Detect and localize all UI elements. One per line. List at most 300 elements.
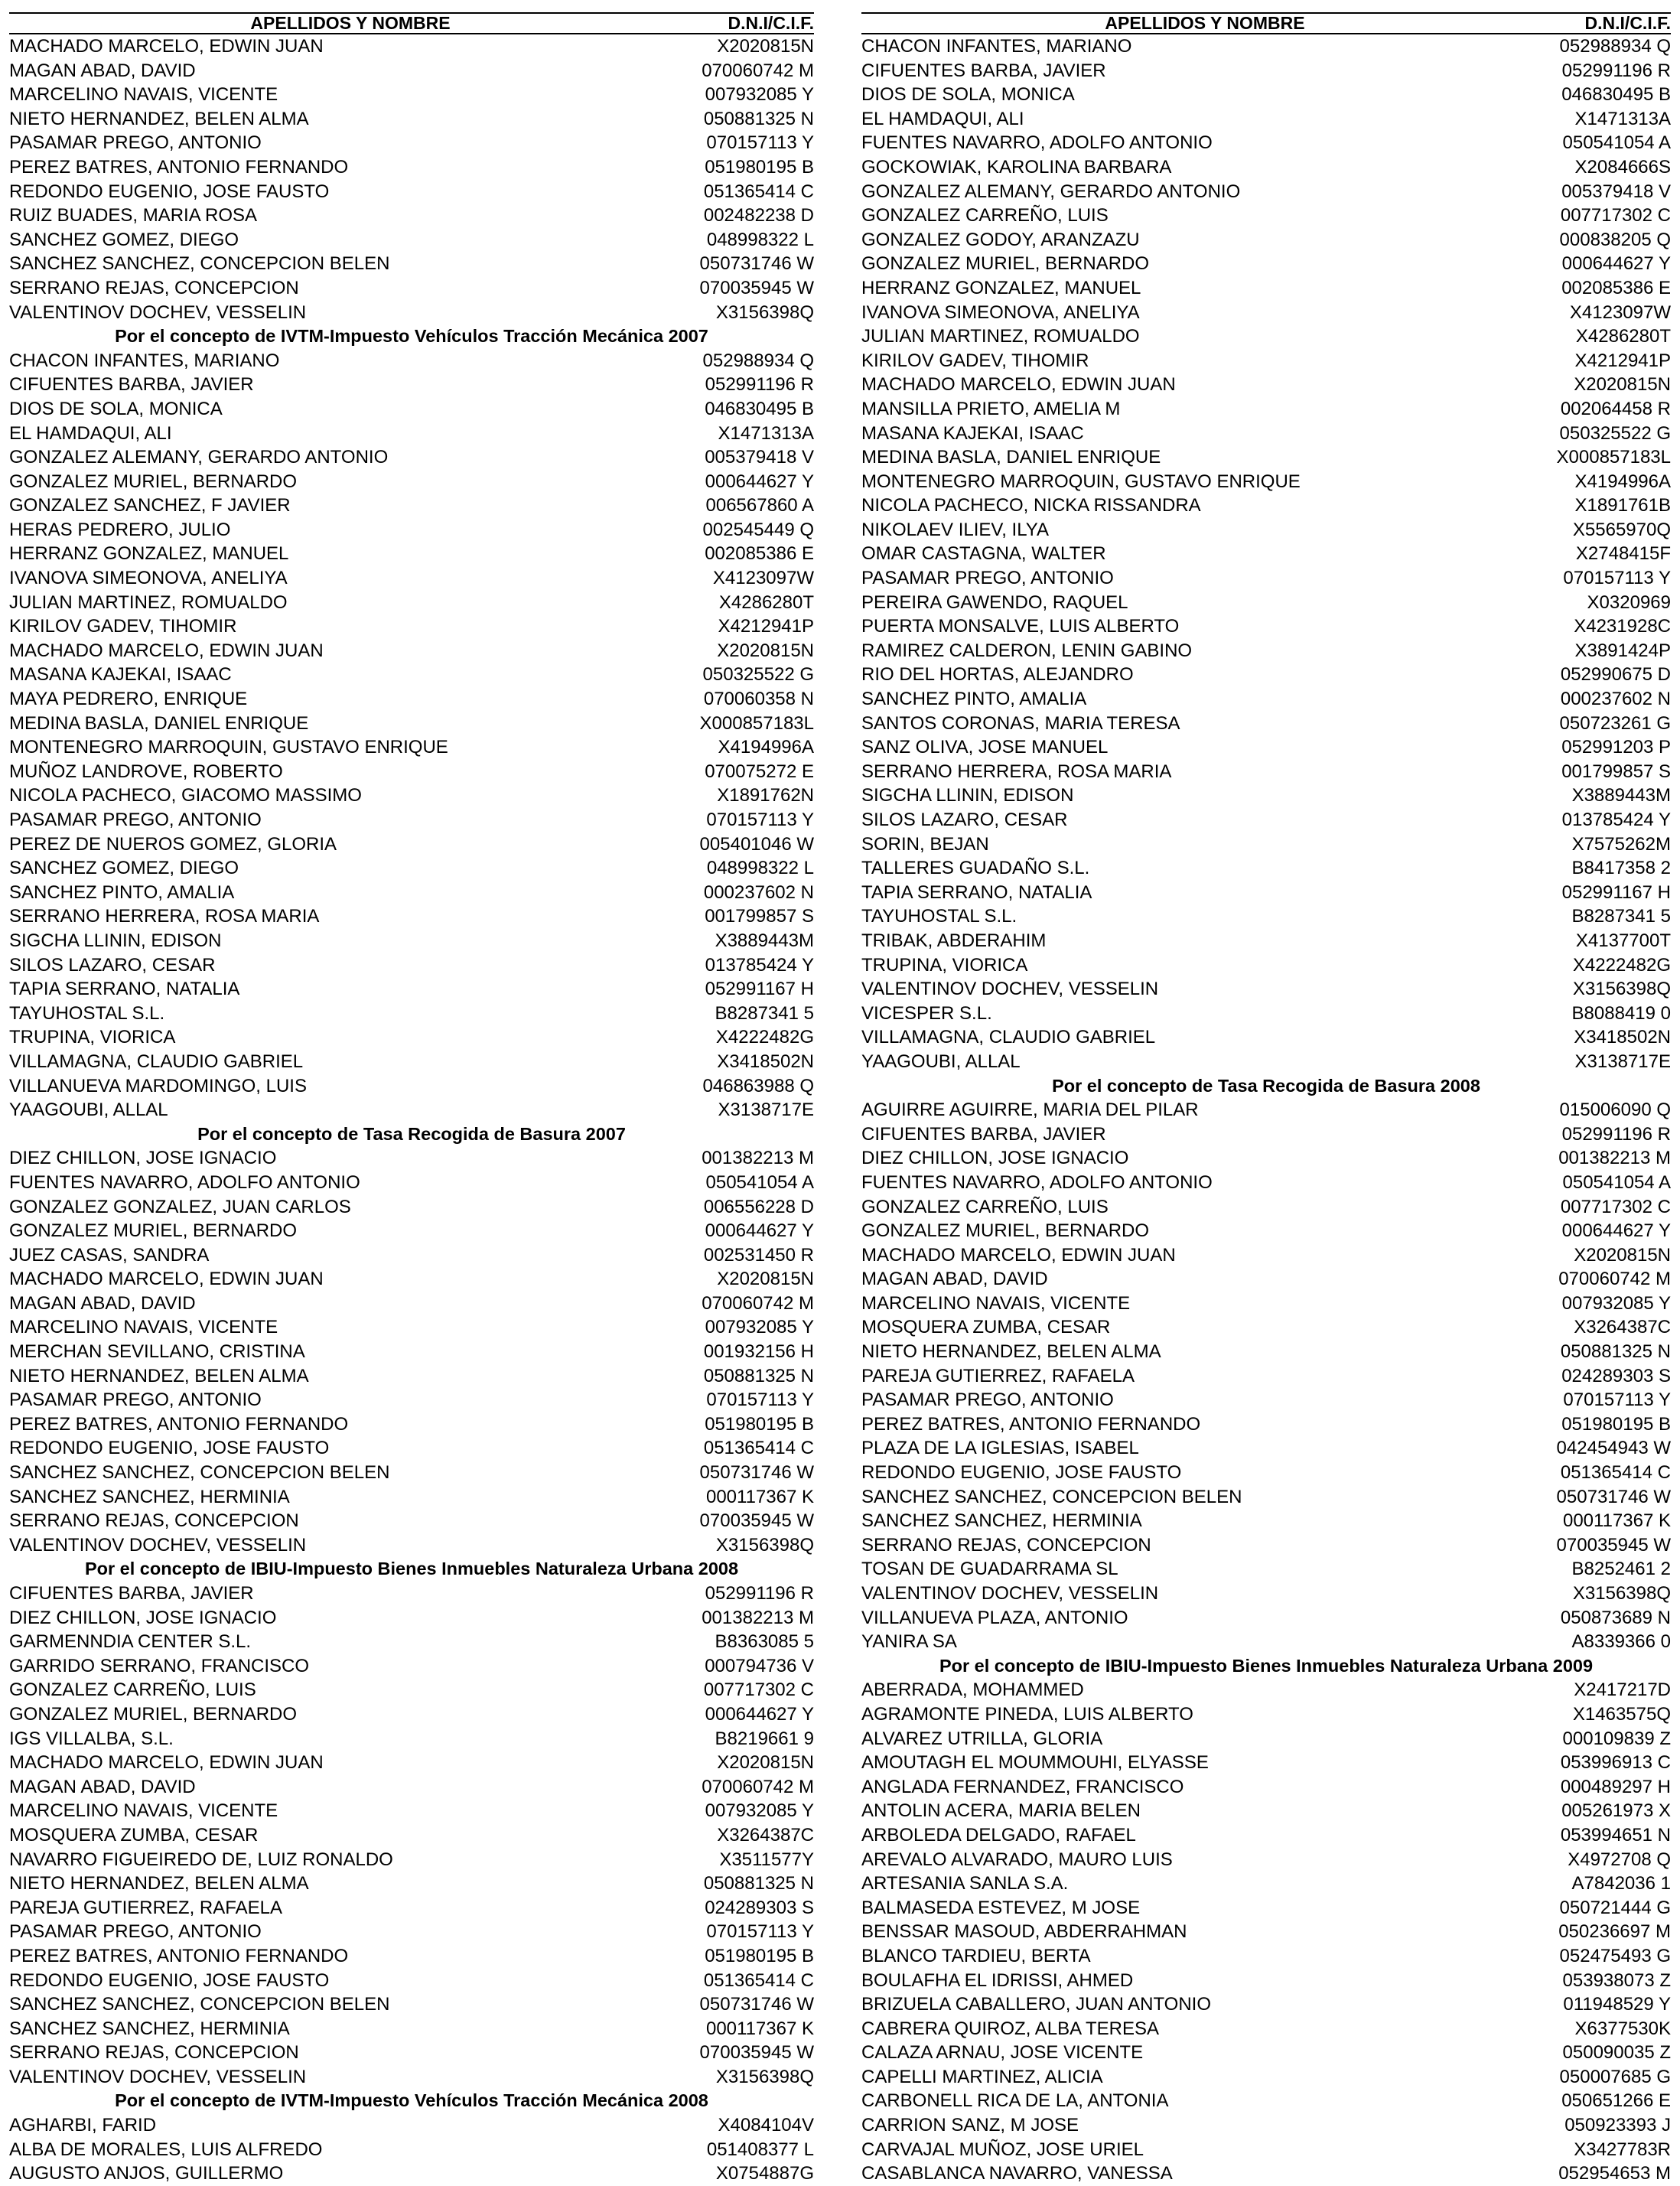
id-number: X3511577Y [719, 1849, 814, 1870]
id-number: B8363085 5 [715, 1631, 814, 1653]
id-number: 007717302 C [1560, 205, 1671, 226]
table-row [9, 1896, 814, 1920]
id-number: X4222482G [715, 1027, 814, 1048]
table-row [9, 784, 814, 808]
id-number: 046830495 B [705, 398, 814, 419]
id-number: 050881325 N [703, 108, 814, 129]
id-number: X6377530K [1574, 2018, 1671, 2039]
person-name: MEDINA BASLA, DANIEL ENRIQUE [9, 712, 309, 734]
id-number: 050325522 G [1559, 422, 1671, 444]
table-row [861, 2065, 1671, 2090]
table-row [9, 397, 814, 422]
id-number: 052991196 R [705, 374, 814, 396]
id-number: X0754887G [715, 2163, 814, 2184]
id-number: 050731746 W [1556, 1486, 1671, 1507]
table-row [861, 1533, 1671, 1558]
id-number: X4286280T [1575, 326, 1671, 347]
table-row [9, 1582, 814, 1606]
table-row [861, 1630, 1671, 1654]
section-heading: Por el concepto de IBIU-Impuesto Bienes Inmuebles Naturaleza Urbana 2009 [939, 1655, 1594, 1676]
person-name: PEREZ BATRES, ANTONIO FERNANDO [9, 156, 349, 178]
table-row [9, 953, 814, 978]
table-row [9, 639, 814, 663]
id-number: 000838205 Q [1559, 229, 1671, 250]
id-number: 011948529 Y [1563, 1994, 1671, 2015]
table-row [9, 712, 814, 736]
table-row [861, 1461, 1671, 1485]
table-row [861, 2138, 1671, 2162]
person-name: VALENTINOV DOCHEV, VESSELIN [9, 1534, 307, 1556]
id-number: 051365414 C [703, 1969, 814, 1991]
table-row [861, 1702, 1671, 1727]
table-row [861, 494, 1671, 518]
person-name: CARBONELL RICA DE LA, ANTONIA [861, 2090, 1169, 2112]
person-name: SIGCHA LLININ, EDISON [861, 785, 1074, 806]
table-row [9, 542, 814, 566]
id-number: 000489297 H [1560, 1776, 1671, 1797]
table-row [861, 1195, 1671, 1220]
person-name: SERRANO REJAS, CONCEPCION [9, 277, 299, 298]
id-number: B8088419 0 [1571, 1002, 1671, 1024]
person-name: VALENTINOV DOCHEV, VESSELIN [861, 1583, 1159, 1604]
table-row [861, 832, 1671, 857]
table-row [9, 1412, 814, 1437]
id-number: 000117367 K [705, 2018, 814, 2039]
table-row [9, 301, 814, 325]
table-row [861, 2113, 1671, 2138]
id-number: 051408377 L [706, 2139, 814, 2160]
id-number: 001799857 S [1561, 761, 1671, 782]
person-name: SILOS LAZARO, CESAR [861, 810, 1068, 830]
table-row [861, 34, 1671, 59]
id-number: 050923393 J [1564, 2115, 1671, 2136]
right-column [861, 12, 1671, 2186]
person-name: HERRANZ GONZALEZ, MANUEL [9, 543, 289, 565]
table-row [861, 1146, 1671, 1171]
person-name: DIOS DE SOLA, MONICA [9, 398, 223, 419]
table-row [9, 977, 814, 1002]
person-name: RAMIREZ CALDERON, LENIN GABINO [861, 640, 1193, 661]
person-name: MACHADO MARCELO, EDWIN JUAN [9, 36, 324, 57]
left-column [9, 12, 814, 2186]
id-number: 050651266 E [1561, 2090, 1671, 2112]
id-number: 051980195 B [1561, 1413, 1671, 1435]
id-number: X2020815N [717, 1269, 814, 1290]
table-row [861, 1606, 1671, 1631]
id-number: 002064458 R [1560, 398, 1671, 419]
right-rows [861, 34, 1671, 2186]
id-number: X3138717E [1574, 1051, 1671, 1072]
table-row [9, 1992, 814, 2017]
table-row [861, 1678, 1671, 1702]
person-name: PASAMAR PREGO, ANTONIO [9, 810, 262, 830]
id-number: 005401046 W [699, 833, 814, 855]
person-name: OMAR CASTAGNA, WALTER [861, 543, 1106, 565]
table-row [861, 1751, 1671, 1775]
table-row [861, 566, 1671, 591]
table-row [9, 59, 814, 83]
person-name: IVANOVA SIMEONOVA, ANELIYA [861, 301, 1140, 323]
id-number: X1471313A [1574, 108, 1671, 129]
id-number: X4286280T [718, 591, 814, 613]
table-row [9, 663, 814, 687]
table-row [9, 180, 814, 204]
table-row [9, 373, 814, 397]
id-number: 000237602 N [1560, 689, 1671, 710]
person-name: GONZALEZ ALEMANY, GERARDO ANTONIO [9, 447, 389, 468]
table-row [9, 2017, 814, 2041]
person-name: CARRION SANZ, M JOSE [861, 2115, 1079, 2136]
table-row [861, 349, 1671, 373]
id-number: 070060742 M [702, 60, 814, 81]
person-name: CARVAJAL MUÑOZ, JOSE URIEL [861, 2139, 1144, 2160]
person-name: SILOS LAZARO, CESAR [9, 954, 216, 976]
id-number: X2020815N [717, 36, 814, 57]
person-name: DIEZ CHILLON, JOSE IGNACIO [861, 1148, 1129, 1169]
id-number: 013785424 Y [1561, 810, 1671, 830]
id-number: 050236697 M [1558, 1921, 1671, 1943]
table-row [861, 856, 1671, 881]
person-name: AREVALO ALVARADO, MAURO LUIS [861, 1849, 1173, 1870]
id-number: 050873689 N [1560, 1607, 1671, 1628]
table-row [9, 1920, 814, 1944]
person-name: MERCHAN SEVILLANO, CRISTINA [9, 1341, 305, 1363]
person-name: PLAZA DE LA IGLESIAS, ISABEL [861, 1438, 1139, 1459]
person-name: VILLAMAGNA, CLAUDIO GABRIEL [861, 1027, 1156, 1048]
id-number: A8339366 0 [1571, 1631, 1671, 1653]
id-number: 050731746 W [699, 253, 814, 275]
person-name: NIKOLAEV ILIEV, ILYA [861, 519, 1050, 540]
id-number: 006556228 D [703, 1196, 814, 1217]
table-row [9, 2065, 814, 2090]
table-row [861, 397, 1671, 422]
table-row [861, 1582, 1671, 1606]
table-row [9, 1872, 814, 1896]
person-name: AUGUSTO ANJOS, GUILLERMO [9, 2163, 284, 2184]
table-row [9, 687, 814, 712]
id-number: B8287341 5 [1571, 906, 1671, 927]
table-row [861, 518, 1671, 542]
id-number: 052988934 Q [702, 350, 814, 371]
table-row [861, 1920, 1671, 1944]
person-name: MARCELINO NAVAIS, VICENTE [9, 84, 278, 106]
table-row [9, 494, 814, 518]
table-row [861, 1848, 1671, 1872]
id-number: 050541054 A [1562, 1171, 1671, 1193]
person-name: SANZ OLIVA, JOSE MANUEL [861, 737, 1109, 758]
person-name: GONZALEZ ALEMANY, GERARDO ANTONIO [861, 181, 1241, 202]
table-row [861, 301, 1671, 325]
table-row [9, 1775, 814, 1800]
person-name: VICESPER S.L. [861, 1002, 992, 1024]
id-number: 001382213 M [702, 1148, 814, 1169]
table-row [861, 470, 1671, 494]
person-name: HERRANZ GONZALEZ, MANUEL [861, 277, 1141, 298]
id-number: X4194996A [1574, 471, 1671, 492]
person-name: SANCHEZ SANCHEZ, CONCEPCION BELEN [9, 1462, 390, 1484]
table-row [9, 155, 814, 180]
table-row [861, 1364, 1671, 1389]
person-name: MEDINA BASLA, DANIEL ENRIQUE [861, 447, 1161, 468]
person-name: CIFUENTES BARBA, JAVIER [861, 1123, 1106, 1145]
id-number: 052991203 P [1561, 737, 1671, 758]
person-name: MACHADO MARCELO, EDWIN JUAN [9, 1752, 324, 1774]
table-row [861, 760, 1671, 784]
id-number: 050731746 W [699, 1462, 814, 1484]
person-name: EL HAMDAQUI, ALI [861, 108, 1024, 129]
person-name: VALENTINOV DOCHEV, VESSELIN [861, 979, 1159, 1000]
table-row [9, 1969, 814, 1993]
table-row [9, 1848, 814, 1872]
person-name: HERAS PEDRERO, JULIO [9, 519, 231, 540]
person-name: IGS VILLALBA, S.L. [9, 1728, 174, 1749]
id-number: 000644627 Y [705, 1703, 814, 1725]
table-row [861, 712, 1671, 736]
table-row [861, 808, 1671, 832]
id-number: X000857183L [1556, 447, 1671, 468]
table-row [861, 373, 1671, 397]
table-row [9, 228, 814, 252]
id-number: 046863988 Q [702, 1075, 814, 1096]
person-name: MARCELINO NAVAIS, VICENTE [9, 1800, 278, 1822]
id-number: 048998322 L [706, 229, 814, 250]
id-number: 024289303 S [1561, 1365, 1671, 1386]
table-row [861, 542, 1671, 566]
table-row [9, 2113, 814, 2138]
table-row [861, 276, 1671, 301]
id-number: 053994651 N [1560, 1824, 1671, 1846]
person-name: NAVARRO FIGUEIREDO DE, LUIZ RONALDO [9, 1849, 393, 1870]
table-row [9, 470, 814, 494]
id-number: 052475493 G [1559, 1945, 1671, 1966]
id-number: 050541054 A [1562, 132, 1671, 154]
person-name: ANTOLIN ACERA, MARIA BELEN [861, 1800, 1141, 1822]
id-number: 000644627 Y [705, 471, 814, 492]
table-row [861, 1098, 1671, 1122]
table-row [861, 591, 1671, 615]
person-name: PASAMAR PREGO, ANTONIO [861, 1389, 1114, 1411]
person-name: SANCHEZ PINTO, AMALIA [861, 689, 1087, 710]
person-name: JULIAN MARTINEZ, ROMUALDO [9, 591, 288, 613]
id-number: 050881325 N [1560, 1341, 1671, 1363]
person-name: SANCHEZ SANCHEZ, CONCEPCION BELEN [9, 1994, 390, 2015]
table-header [861, 12, 1671, 34]
id-number: 051365414 C [1560, 1462, 1671, 1484]
id-number: X3264387C [717, 1824, 814, 1846]
id-number: X3889443M [1571, 785, 1671, 806]
table-row [861, 131, 1671, 155]
person-name: TRIBAK, ABDERAHIM [861, 930, 1047, 951]
person-name: TAPIA SERRANO, NATALIA [861, 881, 1092, 903]
table-row [9, 614, 814, 639]
id-number: 007932085 Y [1561, 1292, 1671, 1314]
id-number: 070157113 Y [706, 1921, 814, 1943]
table-row [861, 953, 1671, 978]
person-name: DIOS DE SOLA, MONICA [861, 84, 1075, 106]
id-number: 052991167 H [1561, 881, 1671, 903]
id-number: X3418502N [1574, 1027, 1671, 1048]
table-row [861, 445, 1671, 470]
table-row [9, 856, 814, 881]
person-name: SANTOS CORONAS, MARIA TERESA [861, 712, 1180, 734]
person-name: SANCHEZ SANCHEZ, CONCEPCION BELEN [861, 1486, 1242, 1507]
table-row [9, 808, 814, 832]
id-number: 051980195 B [705, 1945, 814, 1966]
person-name: VILLAMAGNA, CLAUDIO GABRIEL [9, 1051, 304, 1072]
table-row [861, 1050, 1671, 1074]
table-row [861, 1727, 1671, 1751]
table-row [861, 977, 1671, 1002]
table-row [9, 591, 814, 615]
person-name: AMOUTAGH EL MOUMMOUHI, ELYASSE [861, 1752, 1209, 1774]
table-row [9, 1243, 814, 1268]
table-row [861, 1436, 1671, 1461]
id-number: 052991196 R [1561, 60, 1671, 81]
id-number: X3156398Q [715, 301, 814, 323]
id-number: 048998322 L [706, 858, 814, 879]
person-name: VILLANUEVA PLAZA, ANTONIO [861, 1607, 1128, 1628]
table-row [9, 422, 814, 446]
table-row [9, 1219, 814, 1243]
table-row [861, 1267, 1671, 1292]
id-number: 015006090 Q [1559, 1100, 1671, 1121]
person-name: GONZALEZ MURIEL, BERNARDO [9, 1703, 298, 1725]
id-number: 070060358 N [703, 689, 814, 710]
table-row [861, 180, 1671, 204]
person-name: MASANA KAJEKAI, ISAAC [9, 664, 232, 686]
section-heading: Por el concepto de IBIU-Impuesto Bienes Inmuebles Naturaleza Urbana 2008 [84, 1559, 739, 1579]
id-number: 051365414 C [703, 1438, 814, 1459]
person-name: REDONDO EUGENIO, JOSE FAUSTO [9, 1438, 330, 1459]
person-name: BALMASEDA ESTEVEZ, M JOSE [861, 1897, 1141, 1918]
person-name: REDONDO EUGENIO, JOSE FAUSTO [9, 181, 330, 202]
person-name: PEREZ DE NUEROS GOMEZ, GLORIA [9, 833, 337, 855]
person-name: PAREJA GUTIERREZ, RAFAELA [861, 1365, 1135, 1386]
person-name: MAGAN ABAD, DAVID [9, 60, 196, 81]
person-name: MONTENEGRO MARROQUIN, GUSTAVO ENRIQUE [9, 737, 448, 758]
table-row [9, 1944, 814, 1969]
id-number: X3156398Q [715, 2066, 814, 2087]
table-row [861, 735, 1671, 760]
table-row [861, 252, 1671, 276]
table-row [861, 1485, 1671, 1510]
table-row [861, 1896, 1671, 1920]
id-number: X4222482G [1572, 954, 1671, 976]
person-name: TAPIA SERRANO, NATALIA [9, 979, 240, 1000]
id-number: X5565970Q [1572, 519, 1671, 540]
id-number: X2084666S [1574, 156, 1671, 178]
id-number: 050721444 G [1559, 1897, 1671, 1918]
id-number: 002482238 D [703, 205, 814, 226]
table-row [9, 2162, 814, 2186]
table-row [861, 2017, 1671, 2041]
person-name: GARMENNDIA CENTER S.L. [9, 1631, 252, 1653]
table-row [9, 1823, 814, 1848]
table-header [9, 12, 814, 34]
id-number: X4972708 Q [1568, 1849, 1671, 1870]
person-name: NICOLA PACHECO, GIACOMO MASSIMO [9, 785, 362, 806]
id-number: X4194996A [718, 737, 814, 758]
table-row [9, 1702, 814, 1727]
table-row [9, 929, 814, 953]
table-row [9, 1292, 814, 1316]
person-name: TRUPINA, VIORICA [9, 1027, 176, 1048]
table-row [861, 1992, 1671, 2017]
table-row [861, 2041, 1671, 2065]
id-number: 070157113 Y [706, 810, 814, 830]
person-name: TAYUHOSTAL S.L. [861, 906, 1017, 927]
table-row [9, 1799, 814, 1823]
table-row [861, 1872, 1671, 1896]
table-row [9, 204, 814, 228]
person-name: SANCHEZ SANCHEZ, CONCEPCION BELEN [9, 253, 390, 275]
id-number: 070060742 M [1558, 1269, 1671, 1290]
id-number: X2020815N [1574, 1244, 1671, 1266]
id-number: X4123097W [1569, 301, 1671, 323]
table-row [9, 760, 814, 784]
person-name: VILLANUEVA MARDOMINGO, LUIS [9, 1075, 307, 1096]
id-number: 006567860 A [705, 495, 814, 516]
table-row [861, 1775, 1671, 1800]
person-name: NIETO HERNANDEZ, BELEN ALMA [9, 1365, 309, 1386]
table-row [9, 1025, 814, 1050]
table-row [9, 735, 814, 760]
person-name: TAYUHOSTAL S.L. [9, 1002, 165, 1024]
id-number: 052988934 Q [1559, 36, 1671, 57]
id-number: 000644627 Y [1561, 1220, 1671, 1242]
table-row [9, 832, 814, 857]
table-row [9, 252, 814, 276]
id-number: 070060742 M [702, 1292, 814, 1314]
person-name: CALAZA ARNAU, JOSE VICENTE [861, 2042, 1144, 2064]
table-row [9, 1606, 814, 1631]
name-column-header: APELLIDOS Y NOMBRE [1105, 13, 1305, 33]
table-row [861, 1340, 1671, 1364]
id-number: 000109839 Z [1562, 1728, 1671, 1749]
table-row [9, 1315, 814, 1340]
person-name: MACHADO MARCELO, EDWIN JUAN [861, 374, 1176, 396]
id-number: 005379418 V [705, 447, 814, 468]
id-number: 052991196 R [705, 1583, 814, 1604]
person-name: GONZALEZ CARREÑO, LUIS [861, 205, 1109, 226]
person-name: GOCKOWIAK, KAROLINA BARBARA [861, 156, 1172, 178]
id-number: 001382213 M [702, 1607, 814, 1628]
id-number: 000117367 K [705, 1486, 814, 1507]
id-number: X2417217D [1574, 1679, 1671, 1701]
table-row [861, 1823, 1671, 1848]
id-number: 070035945 W [699, 1510, 814, 1532]
id-number: 053938073 Z [1562, 1969, 1671, 1991]
table-row [9, 1171, 814, 1195]
person-name: GARRIDO SERRANO, FRANCISCO [9, 1655, 310, 1676]
person-name: MOSQUERA ZUMBA, CESAR [9, 1824, 259, 1846]
person-name: SANCHEZ GOMEZ, DIEGO [9, 229, 239, 250]
table-row [861, 1315, 1671, 1340]
id-number: 000237602 N [703, 881, 814, 903]
id-number: X2748415F [1575, 543, 1671, 565]
person-name: MAYA PEDRERO, ENRIQUE [9, 689, 248, 710]
id-number: 070157113 Y [1563, 1389, 1671, 1411]
id-number: X3156398Q [1572, 1583, 1671, 1604]
table-row [861, 929, 1671, 953]
person-name: TRUPINA, VIORICA [861, 954, 1028, 976]
id-number: 050325522 G [702, 664, 814, 686]
table-row [9, 1098, 814, 1122]
person-name: NIETO HERNANDEZ, BELEN ALMA [9, 108, 309, 129]
id-number: X4137700T [1575, 930, 1671, 951]
id-number: 000117367 K [1562, 1510, 1671, 1532]
person-name: SERRANO REJAS, CONCEPCION [861, 1534, 1151, 1556]
